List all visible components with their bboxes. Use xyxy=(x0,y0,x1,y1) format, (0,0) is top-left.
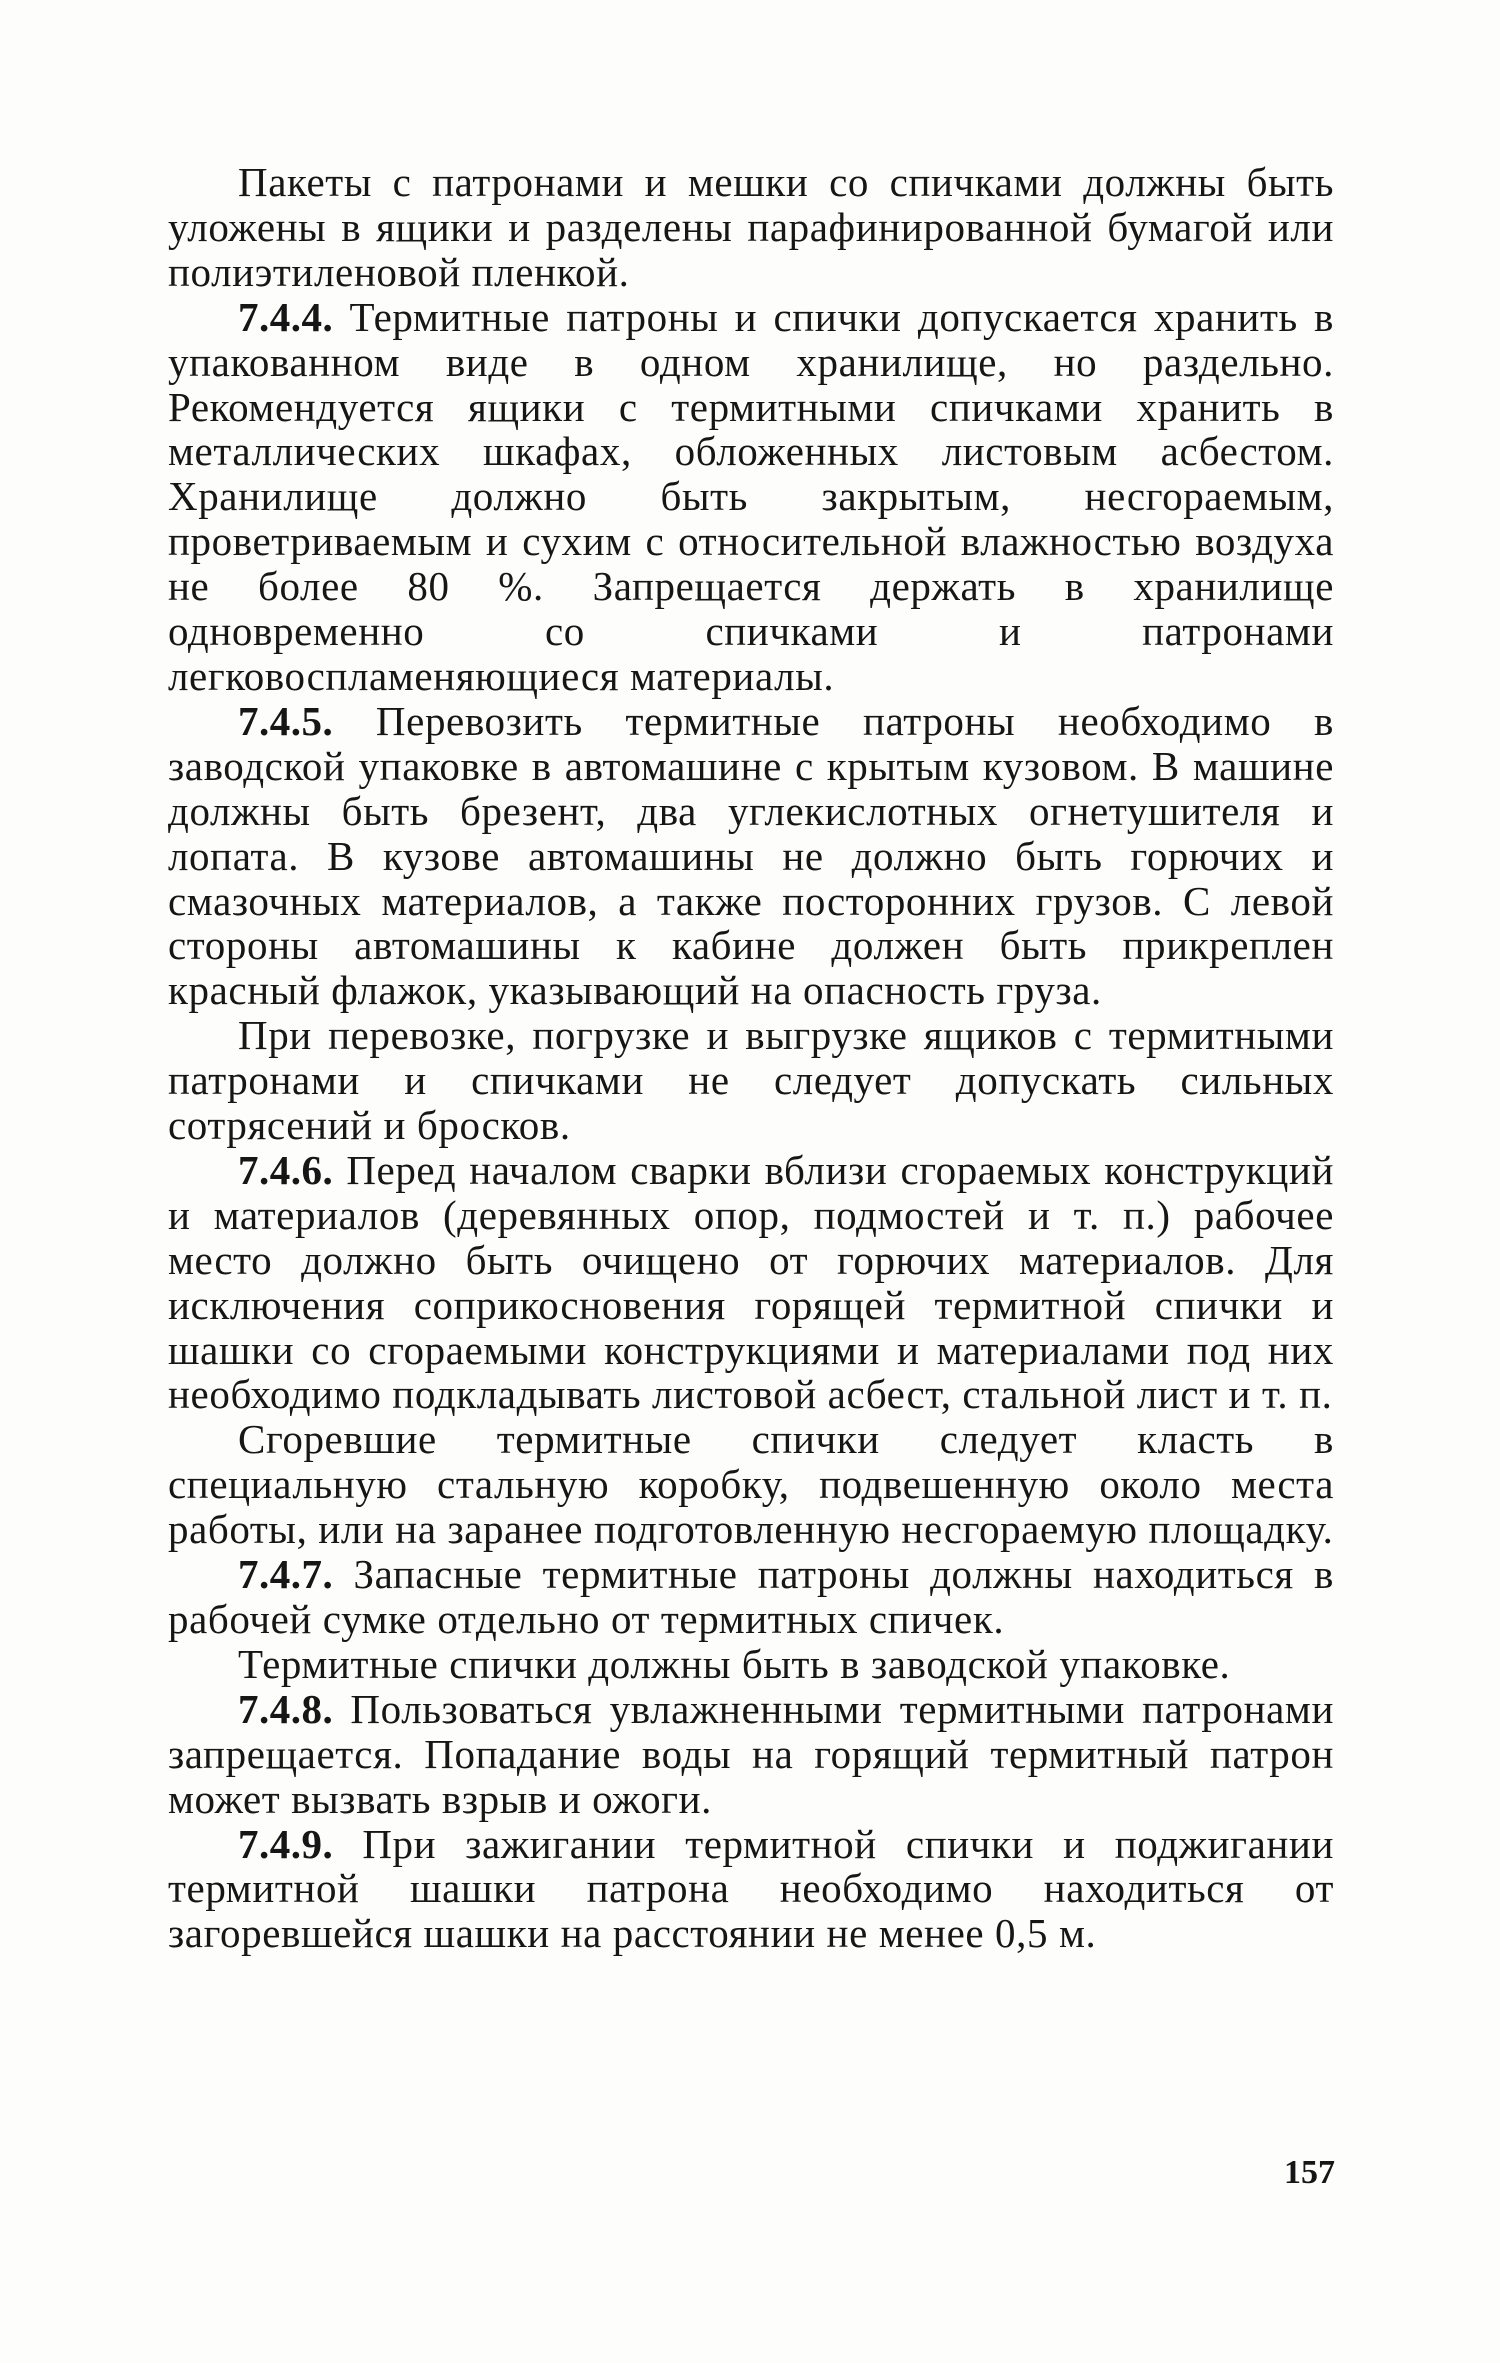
clause-number: 7.4.6. xyxy=(238,1146,334,1193)
clause-number: 7.4.7. xyxy=(238,1551,334,1598)
paragraph-text: Пакеты с патронами и мешки со спичками должны быть уложены в ящики и разделены парафинированной бумагой или полиэтиленовой пленкой. xyxy=(168,159,1334,295)
paragraph-7-4-4 xyxy=(168,295,1334,699)
paragraph-text: При зажигании термитной спички и поджигании термитной шашки патрона необходимо находиться от загоревшейся шашки на расстоянии не менее 0,5 м. xyxy=(168,1820,1334,1957)
paragraph-factory-packaging xyxy=(168,1642,1334,1687)
page-number: 157 xyxy=(1284,2154,1335,2191)
paragraph-text: Термитные патроны и спички допускается хранить в упакованном виде в одном хранилище, но раздельно. Рекомендуется ящики с термитными спичками хранить в металлических шкафах, обложенных листовым асбестом. Хранилище должно быть закрытым, несгораемым, проветриваемым и сухим с относительной влажностью воздуха не более 80 %. Запрещается держать в хранилище одновременно со спичками и патронами легковоспламеняющиеся материалы. xyxy=(168,293,1334,699)
paragraph-7-4-7 xyxy=(168,1552,1334,1642)
paragraph-text: Термитные спички должны быть в заводской упаковке. xyxy=(238,1640,1231,1687)
clause-number: 7.4.9. xyxy=(238,1820,334,1867)
paragraph-packing xyxy=(168,160,1334,295)
clause-number: 7.4.4. xyxy=(238,293,334,340)
paragraph-7-4-8 xyxy=(168,1687,1334,1822)
paragraph-text: Запасные термитные патроны должны находиться в рабочей сумке отдельно от термитных спичек. xyxy=(168,1551,1334,1642)
paragraph-text: Сгоревшие термитные спички следует класть в специальную стальную коробку, подвешенную около места работы, или на заранее подготовленную несгораемую площадку. xyxy=(168,1416,1334,1553)
clause-number: 7.4.8. xyxy=(238,1685,334,1732)
body-text xyxy=(168,160,1334,1956)
paragraph-7-4-9 xyxy=(168,1822,1334,1957)
paragraph-7-4-5 xyxy=(168,699,1334,1013)
paragraph-text: Перевозить термитные патроны необходимо в заводской упаковке в автомашине с крытым кузовом. В машине должны быть брезент, два углекислотных огнетушителя и лопата. В кузове автомашины не должно быть горючих и смазочных материалов, а также посторонних грузов. С левой стороны автомашины к кабине должен быть прикреплен красный флажок, указывающий на опасность груза. xyxy=(168,697,1334,1014)
paragraph-burnt-matches xyxy=(168,1417,1334,1552)
paragraph-7-4-6 xyxy=(168,1148,1334,1417)
paragraph-text: Пользоваться увлажненными термитными патронами запрещается. Попадание воды на горящий термитный патрон может вызвать взрыв и ожоги. xyxy=(168,1685,1334,1822)
paragraph-transport-handling xyxy=(168,1013,1334,1148)
paragraph-text: Перед началом сварки вблизи сгораемых конструкций и материалов (деревянных опор, подмостей и т. п.) рабочее место должно быть очищено от горючих материалов. Для исключения соприкосновения горящей термитной спички и шашки со сгораемыми конструкциями и материалами под них необходимо подкладывать листовой асбест, стальной лист и т. п. xyxy=(168,1146,1334,1418)
paragraph-text: При перевозке, погрузке и выгрузке ящиков с термитными патронами и спичками не следует допускать сильных сотрясений и бросков. xyxy=(168,1012,1334,1149)
clause-number: 7.4.5. xyxy=(238,697,334,744)
